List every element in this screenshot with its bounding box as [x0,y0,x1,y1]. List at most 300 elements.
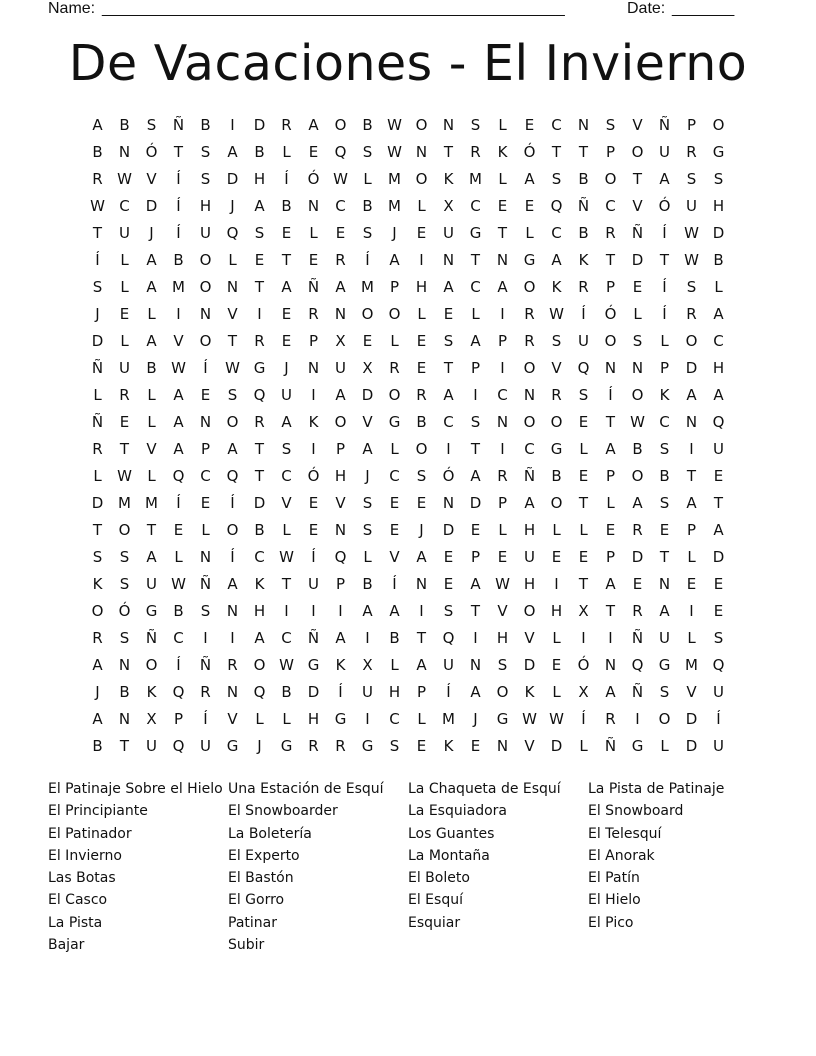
grid-letter[interactable]: E [119,305,130,323]
grid-letter[interactable]: O [550,494,563,512]
grid-letter[interactable]: O [388,305,401,323]
grid-letter[interactable]: B [254,143,265,161]
grid-letter[interactable]: Ñ [658,116,671,134]
grid-letter[interactable]: O [631,143,644,161]
grid-letter[interactable]: A [686,386,697,404]
grid-letter[interactable]: T [659,251,670,269]
grid-letter[interactable]: A [146,332,157,350]
grid-letter[interactable]: O [631,467,644,485]
grid-letter[interactable]: W [387,116,402,134]
grid-letter[interactable]: B [119,683,130,701]
grid-letter[interactable]: R [227,656,238,674]
grid-letter[interactable]: E [713,467,724,485]
grid-letter[interactable]: L [228,251,237,269]
grid-letter[interactable]: C [524,440,535,458]
grid-letter[interactable]: Ñ [631,629,644,647]
grid-letter[interactable]: D [361,386,374,404]
grid-letter[interactable]: A [389,602,400,620]
grid-letter[interactable]: L [93,386,102,404]
grid-letter[interactable]: L [147,413,156,431]
grid-letter[interactable]: E [416,224,427,242]
grid-letter[interactable]: V [389,548,400,566]
grid-letter[interactable]: A [92,116,103,134]
grid-letter[interactable]: O [685,332,698,350]
grid-letter[interactable]: L [147,386,156,404]
grid-letter[interactable]: S [686,278,697,296]
grid-letter[interactable]: B [362,197,373,215]
grid-letter[interactable]: A [713,305,724,323]
grid-letter[interactable]: I [581,629,586,647]
grid-letter[interactable]: O [604,332,617,350]
grid-letter[interactable]: Ó [307,170,320,188]
grid-letter[interactable]: H [415,278,428,296]
grid-letter[interactable]: E [632,575,643,593]
grid-letter[interactable]: L [417,710,426,728]
grid-letter[interactable]: K [254,575,265,593]
grid-letter[interactable]: N [442,494,455,512]
grid-letter[interactable]: W [522,710,537,728]
grid-letter[interactable]: O [199,332,212,350]
grid-letter[interactable]: B [551,467,562,485]
grid-letter[interactable]: Q [226,467,239,485]
grid-letter[interactable]: Ñ [145,629,158,647]
grid-letter[interactable]: Í [95,251,100,269]
grid-letter[interactable]: H [253,170,266,188]
grid-letter[interactable]: R [551,386,562,404]
grid-letter[interactable]: M [388,197,401,215]
grid-letter[interactable]: N [199,548,212,566]
grid-letter[interactable]: E [686,575,697,593]
grid-letter[interactable]: R [416,386,427,404]
grid-letter[interactable]: T [632,170,643,188]
grid-letter[interactable]: L [417,197,426,215]
grid-letter[interactable]: R [281,116,292,134]
grid-letter[interactable]: P [686,116,697,134]
grid-letter[interactable]: B [362,575,373,593]
grid-letter[interactable]: L [579,737,588,755]
grid-letter[interactable]: U [443,224,454,242]
grid-letter[interactable]: J [95,305,100,323]
grid-letter[interactable]: O [334,116,347,134]
grid-letter[interactable]: N [415,143,428,161]
grid-letter[interactable]: L [498,521,507,539]
grid-letter[interactable]: P [605,548,616,566]
grid-letter[interactable]: Q [577,359,590,377]
grid-letter[interactable]: Q [712,413,725,431]
grid-letter[interactable]: O [523,602,536,620]
grid-letter[interactable]: L [606,494,615,512]
grid-letter[interactable]: D [307,683,320,701]
grid-letter[interactable]: Í [230,494,235,512]
grid-letter[interactable]: U [713,737,724,755]
grid-letter[interactable]: E [254,251,265,269]
grid-letter[interactable]: S [470,116,481,134]
grid-letter[interactable]: J [257,737,262,755]
grid-letter[interactable]: W [684,224,699,242]
grid-letter[interactable]: O [604,170,617,188]
grid-letter[interactable]: R [254,413,265,431]
grid-letter[interactable]: U [524,548,535,566]
grid-letter[interactable]: E [416,494,427,512]
grid-letter[interactable]: S [713,629,724,647]
grid-letter[interactable]: Ñ [307,278,320,296]
grid-letter[interactable]: H [550,602,563,620]
grid-letter[interactable]: P [605,278,616,296]
grid-letter[interactable]: Í [608,386,613,404]
grid-letter[interactable]: H [496,629,509,647]
grid-letter[interactable]: N [631,359,644,377]
grid-letter[interactable]: E [308,521,319,539]
grid-letter[interactable]: A [524,494,535,512]
grid-letter[interactable]: Í [176,494,181,512]
grid-letter[interactable]: Ñ [172,116,185,134]
grid-letter[interactable]: U [200,224,211,242]
grid-letter[interactable]: E [281,224,292,242]
grid-letter[interactable]: S [200,170,211,188]
grid-letter[interactable]: U [200,737,211,755]
grid-letter[interactable]: T [92,224,103,242]
grid-letter[interactable]: Í [446,683,451,701]
grid-letter[interactable]: K [551,278,562,296]
grid-letter[interactable]: Í [662,305,667,323]
grid-letter[interactable]: I [203,629,208,647]
grid-letter[interactable]: U [659,629,670,647]
grid-letter[interactable]: Ñ [604,737,617,755]
grid-letter[interactable]: I [230,629,235,647]
grid-letter[interactable]: B [146,359,157,377]
grid-letter[interactable]: L [579,521,588,539]
grid-letter[interactable]: R [686,305,697,323]
grid-letter[interactable]: R [686,143,697,161]
grid-letter[interactable]: N [334,305,347,323]
grid-letter[interactable]: E [524,197,535,215]
grid-letter[interactable]: A [146,548,157,566]
grid-letter[interactable]: R [308,737,319,755]
grid-letter[interactable]: E [416,332,427,350]
grid-letter[interactable]: E [713,602,724,620]
grid-letter[interactable]: E [470,737,481,755]
grid-letter[interactable]: B [119,116,130,134]
grid-letter[interactable]: B [659,467,670,485]
grid-letter[interactable]: A [281,413,292,431]
grid-letter[interactable]: M [469,170,482,188]
grid-letter[interactable]: E [173,521,184,539]
grid-letter[interactable]: E [335,224,346,242]
grid-letter[interactable]: Í [365,251,370,269]
grid-letter[interactable]: A [470,683,481,701]
grid-letter[interactable]: L [93,467,102,485]
grid-letter[interactable]: A [335,386,346,404]
grid-letter[interactable]: M [361,278,374,296]
grid-letter[interactable]: I [284,602,289,620]
grid-letter[interactable]: O [415,116,428,134]
grid-letter[interactable]: E [470,521,481,539]
grid-letter[interactable]: A [497,278,508,296]
grid-letter[interactable]: A [92,710,103,728]
grid-letter[interactable]: J [284,359,289,377]
grid-letter[interactable]: N [307,197,320,215]
grid-letter[interactable]: C [713,332,724,350]
grid-letter[interactable]: R [92,440,103,458]
grid-letter[interactable]: P [173,710,184,728]
grid-letter[interactable]: W [171,359,186,377]
grid-letter[interactable]: C [281,467,292,485]
grid-letter[interactable]: Ó [442,467,455,485]
grid-letter[interactable]: R [605,710,616,728]
grid-letter[interactable]: C [200,467,211,485]
grid-letter[interactable]: L [579,440,588,458]
grid-letter[interactable]: C [470,278,481,296]
grid-letter[interactable]: S [92,548,103,566]
grid-letter[interactable]: E [308,143,319,161]
grid-letter[interactable]: W [117,170,132,188]
grid-letter[interactable]: T [146,521,157,539]
grid-letter[interactable]: N [496,413,509,431]
grid-letter[interactable]: W [117,467,132,485]
grid-letter[interactable]: Ó [658,197,671,215]
grid-letter[interactable]: R [92,170,103,188]
grid-letter[interactable]: O [631,386,644,404]
grid-letter[interactable]: S [443,602,454,620]
grid-letter[interactable]: A [632,494,643,512]
grid-letter[interactable]: G [226,737,239,755]
grid-letter[interactable]: R [470,143,481,161]
grid-letter[interactable]: L [471,305,480,323]
grid-letter[interactable]: S [119,548,130,566]
grid-letter[interactable]: X [335,332,346,350]
grid-letter[interactable]: E [443,575,454,593]
grid-letter[interactable]: D [523,656,536,674]
grid-letter[interactable]: O [199,251,212,269]
grid-letter[interactable]: Q [550,197,563,215]
grid-letter[interactable]: N [685,413,698,431]
grid-letter[interactable]: I [635,710,640,728]
grid-letter[interactable]: E [632,278,643,296]
grid-letter[interactable]: A [227,440,238,458]
grid-letter[interactable]: T [470,602,481,620]
grid-letter[interactable]: M [685,656,698,674]
grid-letter[interactable]: B [362,116,373,134]
grid-letter[interactable]: N [118,656,131,674]
grid-letter[interactable]: I [473,386,478,404]
grid-letter[interactable]: O [712,116,725,134]
grid-letter[interactable]: U [281,386,292,404]
grid-letter[interactable]: T [254,467,265,485]
grid-letter[interactable]: S [443,332,454,350]
grid-letter[interactable]: T [92,521,103,539]
grid-letter[interactable]: Í [581,305,586,323]
grid-letter[interactable]: G [631,737,644,755]
grid-letter[interactable]: A [254,197,265,215]
grid-letter[interactable]: C [443,413,454,431]
grid-letter[interactable]: C [551,224,562,242]
grid-letter[interactable]: B [200,116,211,134]
grid-letter[interactable]: Ñ [91,359,104,377]
grid-letter[interactable]: S [497,656,508,674]
grid-letter[interactable]: N [118,143,131,161]
grid-letter[interactable]: B [173,251,184,269]
grid-letter[interactable]: I [446,440,451,458]
grid-letter[interactable]: O [523,359,536,377]
grid-letter[interactable]: A [605,440,616,458]
grid-letter[interactable]: S [119,629,130,647]
grid-letter[interactable]: D [712,224,725,242]
grid-letter[interactable]: N [496,737,509,755]
grid-letter[interactable]: W [387,143,402,161]
grid-letter[interactable]: A [605,683,616,701]
grid-letter[interactable]: U [443,656,454,674]
grid-letter[interactable]: U [146,737,157,755]
grid-letter[interactable]: Í [203,359,208,377]
grid-letter[interactable]: Í [176,197,181,215]
grid-letter[interactable]: A [659,602,670,620]
grid-letter[interactable]: H [712,197,725,215]
grid-letter[interactable]: S [200,602,211,620]
grid-letter[interactable]: H [388,683,401,701]
grid-letter[interactable]: T [443,359,454,377]
grid-letter[interactable]: E [308,251,319,269]
grid-letter[interactable]: M [172,278,185,296]
grid-letter[interactable]: L [147,467,156,485]
grid-letter[interactable]: R [335,737,346,755]
grid-letter[interactable]: V [524,737,535,755]
grid-letter[interactable]: T [497,224,508,242]
grid-letter[interactable]: Ñ [523,467,536,485]
grid-letter[interactable]: Í [176,170,181,188]
grid-letter[interactable]: A [362,602,373,620]
grid-letter[interactable]: K [335,656,346,674]
grid-letter[interactable]: L [363,548,372,566]
grid-letter[interactable]: D [145,197,158,215]
grid-letter[interactable]: E [416,359,427,377]
grid-letter[interactable]: Í [203,710,208,728]
grid-letter[interactable]: B [416,413,427,431]
grid-letter[interactable]: J [392,224,397,242]
grid-letter[interactable]: P [659,359,670,377]
grid-letter[interactable]: L [390,656,399,674]
grid-letter[interactable]: V [146,170,157,188]
grid-letter[interactable]: L [309,224,318,242]
grid-letter[interactable]: T [254,278,265,296]
grid-letter[interactable]: X [362,359,373,377]
grid-letter[interactable]: D [685,710,698,728]
grid-letter[interactable]: I [554,575,559,593]
grid-letter[interactable]: E [605,521,616,539]
grid-letter[interactable]: D [469,494,482,512]
grid-letter[interactable]: I [419,602,424,620]
grid-letter[interactable]: B [281,683,292,701]
grid-letter[interactable]: L [390,440,399,458]
grid-letter[interactable]: D [226,170,239,188]
grid-letter[interactable]: T [173,143,184,161]
grid-letter[interactable]: T [578,494,589,512]
grid-letter[interactable]: A [254,629,265,647]
grid-letter[interactable]: V [497,602,508,620]
grid-letter[interactable]: N [199,305,212,323]
grid-letter[interactable]: I [500,359,505,377]
grid-letter[interactable]: L [255,710,264,728]
grid-letter[interactable]: O [658,710,671,728]
grid-letter[interactable]: U [713,683,724,701]
grid-letter[interactable]: N [307,359,320,377]
grid-letter[interactable]: L [552,683,561,701]
grid-letter[interactable]: R [632,602,643,620]
grid-letter[interactable]: Ñ [307,629,320,647]
grid-letter[interactable]: E [551,548,562,566]
grid-letter[interactable]: Í [284,170,289,188]
grid-letter[interactable]: N [523,386,536,404]
grid-letter[interactable]: C [605,197,616,215]
grid-letter[interactable]: H [523,521,536,539]
grid-letter[interactable]: G [388,413,401,431]
grid-letter[interactable]: B [389,629,400,647]
grid-letter[interactable]: D [442,521,455,539]
grid-letter[interactable]: E [308,494,319,512]
grid-letter[interactable]: X [443,197,454,215]
grid-letter[interactable]: O [199,278,212,296]
grid-letter[interactable]: B [254,521,265,539]
grid-letter[interactable]: D [685,359,698,377]
grid-letter[interactable]: Ó [145,143,158,161]
grid-letter[interactable]: N [469,656,482,674]
grid-letter[interactable]: A [335,629,346,647]
grid-letter[interactable]: R [578,278,589,296]
grid-letter[interactable]: T [551,143,562,161]
grid-letter[interactable]: L [552,521,561,539]
grid-letter[interactable]: P [335,440,346,458]
grid-letter[interactable]: Q [172,683,185,701]
grid-letter[interactable]: S [578,386,589,404]
grid-letter[interactable]: E [524,116,535,134]
grid-letter[interactable]: K [578,251,589,269]
grid-letter[interactable]: E [281,305,292,323]
grid-letter[interactable]: V [227,710,238,728]
grid-letter[interactable]: I [500,440,505,458]
grid-letter[interactable]: Ó [577,656,590,674]
grid-letter[interactable]: P [470,548,481,566]
grid-letter[interactable]: E [578,548,589,566]
grid-letter[interactable]: U [686,197,697,215]
grid-letter[interactable]: M [388,170,401,188]
grid-letter[interactable]: R [497,467,508,485]
grid-letter[interactable]: G [145,602,158,620]
grid-letter[interactable]: A [659,170,670,188]
grid-letter[interactable]: S [686,170,697,188]
grid-letter[interactable]: Í [311,548,316,566]
grid-letter[interactable]: O [550,413,563,431]
grid-letter[interactable]: C [335,197,346,215]
grid-letter[interactable]: P [389,278,400,296]
grid-letter[interactable]: Ñ [577,197,590,215]
grid-letter[interactable]: L [147,305,156,323]
grid-letter[interactable]: T [605,602,616,620]
grid-letter[interactable]: C [389,710,400,728]
grid-letter[interactable]: T [281,251,292,269]
grid-letter[interactable]: P [686,521,697,539]
grid-letter[interactable]: N [415,575,428,593]
grid-letter[interactable]: W [90,197,105,215]
grid-letter[interactable]: L [201,521,210,539]
grid-letter[interactable]: A [281,278,292,296]
grid-letter[interactable]: T [227,332,238,350]
grid-letter[interactable]: D [253,116,266,134]
grid-letter[interactable]: M [442,710,455,728]
grid-letter[interactable]: O [226,413,239,431]
grid-letter[interactable]: S [362,521,373,539]
grid-letter[interactable]: K [308,413,319,431]
grid-letter[interactable]: E [389,494,400,512]
grid-letter[interactable]: J [473,710,478,728]
